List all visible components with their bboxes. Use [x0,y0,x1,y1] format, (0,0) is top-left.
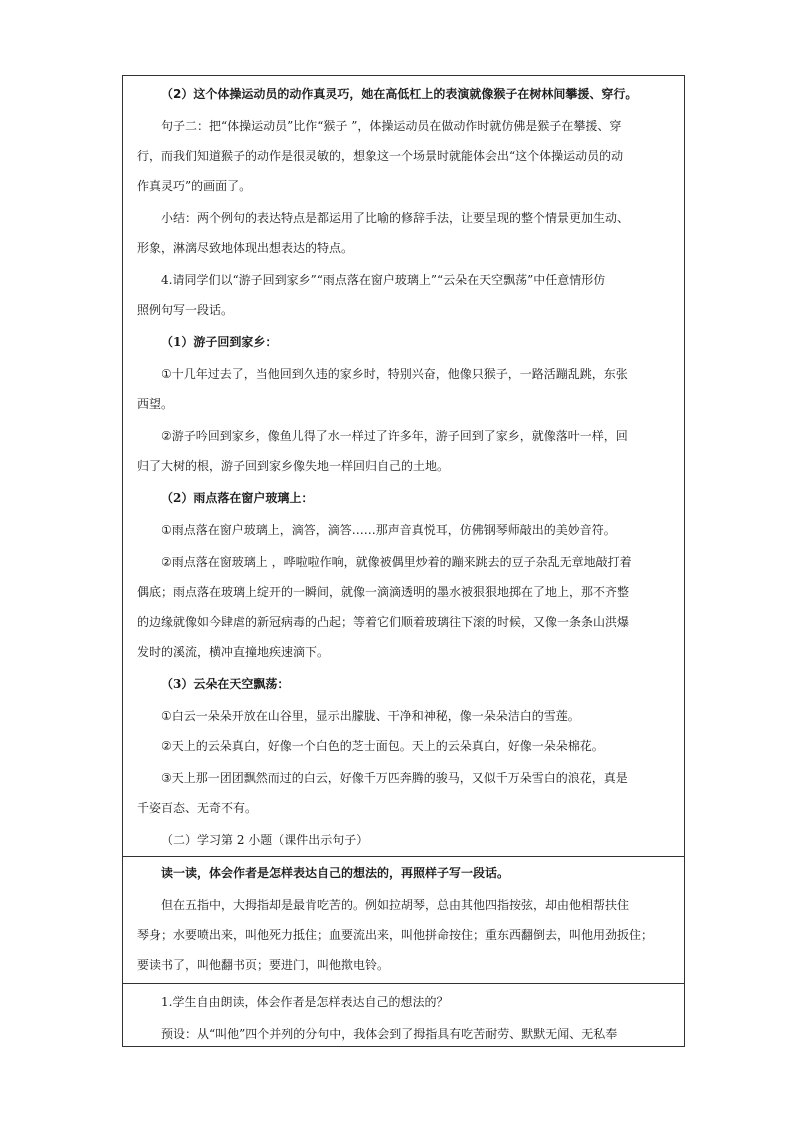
text-line: 作真灵巧”的画面了。 [137,179,252,193]
text-line: 归了大树的根，游子回到家乡像失地一样回归自己的土地。 [137,459,450,473]
text-line: 行，而我们知道猴子的动作是很灵敏的，想象这一个场景时就能体会出“这个体操运动员的动 [137,149,624,163]
text-line: 读一读，体会作者是怎样表达自己的想法的，再照样子写一段话。 [161,866,510,880]
text-line: 1.学生自由朗读，体会作者是怎样表达自己的想法的？ [161,995,449,1009]
text-line: ①白云一朵朵开放在山谷里，显示出朦胧、干净和神秘，像一朵朵洁白的雪莲。 [161,709,580,723]
text-line: 形象，淋漓尽致地体现出想表达的特点。 [137,241,354,255]
text-line: 千姿百态、无奇不有。 [137,801,258,815]
text-line: 西望。 [137,397,174,411]
text-line: 4.请同学们以“游子回到家乡”“雨点落在窗户玻璃上”“云朵在天空飘荡”中任意情形仿 [161,273,606,287]
text-line: 预设：从“叫他”四个并列的分句中，我体会到了拇指具有吃苦耐劳、默默无闻、无私奉 [161,1027,618,1041]
text-line: ②游子吟回到家乡，像鱼儿得了水一样过了许多年，游子回到了家乡，就像落叶一样，回 [161,429,628,443]
text-line: 发时的溪流，横冲直撞地疾速滴下。 [137,645,330,659]
lesson-table [122,75,685,1047]
table-cell-examples [123,76,684,856]
text-line: （3）云朵在天空飘荡： [161,677,290,691]
text-line: （2）这个体操运动员的动作真灵巧，她在高低杠上的表演就像猴子在树林间攀援、穿行。 [161,87,638,101]
text-line: 小结：两个例句的表达特点是都运用了比喻的修辞手法，让要呈现的整个情景更加生动、 [161,211,630,225]
text-line: 琴身；水要喷出来，叫他死力抵住；血要流出来，叫他拼命按住；重东西翻倒去，叫他用劲扳住； [137,928,654,942]
text-line: （2）雨点落在窗户玻璃上： [161,491,314,505]
text-line: 照例句写一段话。 [137,303,234,317]
text-line: 要读书了，叫他翻书页；要进门，叫他揿电铃。 [137,958,390,972]
text-line: 的边缘就像如今肆虐的新冠病毒的凸起；等着它们顺着玻璃往下滚的时候，又像一条条山洪爆 [137,615,630,629]
text-line: （1）游子回到家乡： [161,335,278,349]
text-line: ②雨点落在窗玻璃上 ，哗啦啦作响，就像被偶里炒着的蹦来跳去的豆子杂乱无章地敲打着 [161,555,632,569]
text-line: 但在五指中，大拇指却是最肯吃苦的。例如拉胡琴，总由其他四指按弦，却由他相帮扶住 [161,898,630,912]
table-cell-discussion [123,984,684,1046]
text-line: 偶底；雨点落在玻璃上绽开的一瞬间，就像一滴滴透明的墨水被狠狠地掷在了地上，那不齐整 [137,585,630,599]
text-line: ①雨点落在窗户玻璃上，滴答，滴答……那声音真悦耳，仿佛钢琴师敲出的美妙音符。 [161,523,616,537]
text-line: ②天上的云朵真白，好像一个白色的芝士面包。天上的云朵真白，好像一朵朵棉花。 [161,739,604,753]
text-line: 句子二：把“体操运动员”比作“猴子 ”，体操运动员在做动作时就仿佛是猴子在攀援、穿 [161,119,622,133]
text-line: （二）学习第 2 小题（课件出示句子） [161,833,369,847]
table-cell-reading-passage [123,857,684,983]
text-line: ①十几年过去了，当他回到久违的家乡时，特别兴奋，他像只猴子，一路活蹦乱跳，东张 [161,367,628,381]
text-line: ③天上那一团团飘然而过的白云，好像千万匹奔腾的骏马，又似千万朵雪白的浪花，真是 [161,771,628,785]
